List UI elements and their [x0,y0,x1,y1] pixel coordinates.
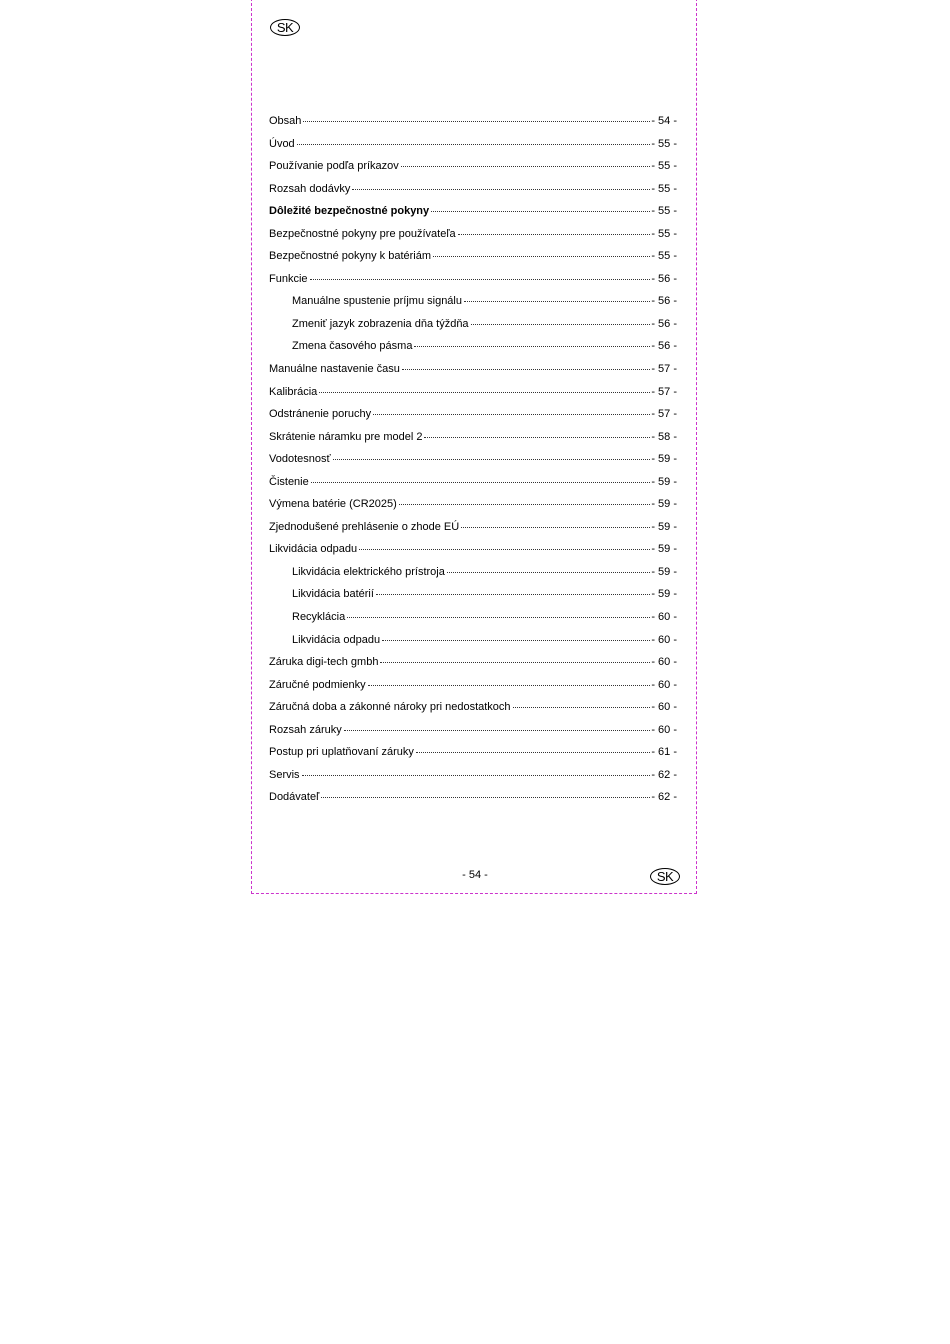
toc-dot-leader [382,640,650,641]
toc-entry-label: Záručná doba a zákonné nároky pri nedostatkoch [269,701,511,714]
toc-entry-label: Kalibrácia [269,385,318,398]
toc-entry-page: - 55 - [651,227,677,240]
toc-entry-page: - 60 - [651,678,677,691]
page-number: - 54 - [462,869,488,881]
toc-dot-leader [311,482,651,483]
toc-entry-label: Obsah [269,115,302,127]
toc-entry[interactable] [269,138,677,161]
toc-entry-label: Odstránenie poruchy [269,408,372,421]
toc-entry-label: Dodávateľ [269,791,320,804]
toc-dot-leader [373,414,650,415]
toc-entry-page: - 56 - [651,295,677,308]
toc-entry-label: Likvidácia elektrického prístroja [292,565,445,578]
toc-entry-label: Dôležité bezpečnostné pokyny [269,205,430,218]
toc-entry[interactable] [269,431,677,454]
toc-entry-page: - 57 - [651,408,677,421]
toc-entry-label: Zjednodušené prehlásenie o zhode EÚ [269,520,460,533]
toc-dot-leader [297,144,651,145]
toc-entry-page: - 55 - [651,137,677,150]
toc-dot-leader [352,189,650,190]
toc-entry-page: - 60 - [651,723,677,736]
toc-entry[interactable] [269,228,677,251]
toc-entry-label: Recyklácia [292,611,346,624]
toc-dot-leader [380,662,650,663]
toc-entry-page: - 55 - [651,205,677,218]
toc-entry[interactable] [269,408,677,431]
toc-dot-leader [399,504,651,505]
toc-dot-leader [333,459,651,460]
toc-dot-leader [416,752,650,753]
toc-entry-page: - 56 - [651,340,677,353]
toc-dot-leader [359,549,650,550]
table-of-contents [269,115,677,814]
toc-entry[interactable] [269,634,677,657]
toc-entry[interactable] [269,498,677,521]
toc-entry-label: Postup pri uplatňovaní záruky [269,746,414,759]
toc-entry[interactable] [269,769,677,792]
toc-entry-page: - 57 - [651,385,677,398]
toc-entry-label: Manuálne nastavenie času [269,363,400,376]
toc-entry-label: Zmena časového pásma [292,340,413,353]
toc-entry-label: Zmeniť jazyk zobrazenia dňa týždňa [292,317,469,330]
toc-entry-label: Výmena batérie (CR2025) [269,498,397,511]
toc-dot-leader [401,166,651,167]
toc-entry[interactable] [269,250,677,273]
toc-entry-label: Čistenie [269,475,309,488]
toc-entry-label: Manuálne spustenie príjmu signálu [292,295,462,308]
toc-entry[interactable] [269,521,677,544]
toc-entry-page: - 59 - [651,498,677,511]
toc-entry-label: Bezpečnostné pokyny k batériám [269,250,432,263]
toc-entry-page: - 59 - [651,588,677,601]
toc-entry[interactable] [269,656,677,679]
toc-entry-page: - 59 - [651,565,677,578]
toc-entry[interactable] [269,318,677,341]
toc-dot-leader [402,369,650,370]
toc-entry-page: - 60 - [651,656,677,669]
toc-entry[interactable] [269,205,677,228]
toc-entry-page: - 60 - [651,701,677,714]
toc-dot-leader [447,572,650,573]
toc-entry[interactable] [269,295,677,318]
toc-dot-leader [321,797,650,798]
toc-dot-leader [433,256,650,257]
toc-entry-label: Likvidácia odpadu [292,633,381,646]
toc-dot-leader [344,730,651,731]
toc-entry-page: - 59 - [651,543,677,556]
toc-dot-leader [513,707,651,708]
toc-entry[interactable] [269,115,677,138]
toc-entry[interactable] [269,160,677,183]
toc-dot-leader [431,211,650,212]
toc-entry-label: Používanie podľa príkazov [269,160,399,173]
toc-entry-page: - 55 - [651,160,677,173]
toc-entry-label: Skrátenie náramku pre model 2 [269,430,423,443]
toc-entry-page: - 62 - [651,768,677,781]
toc-entry-label: Rozsah dodávky [269,182,351,195]
toc-entry-page: - 60 - [651,633,677,646]
toc-entry-label: Bezpečnostné pokyny pre používateľa [269,227,456,240]
toc-entry-page: - 59 - [651,453,677,466]
toc-entry[interactable] [269,679,677,702]
toc-entry-label: Záručné podmienky [269,678,366,691]
toc-entry-page: - 59 - [651,475,677,488]
language-badge-header: SK [270,19,300,36]
toc-dot-leader [368,685,651,686]
toc-entry-page: - 56 - [651,317,677,330]
toc-entry-page: - 62 - [651,791,677,804]
toc-dot-leader [464,301,650,302]
toc-dot-leader [319,392,650,393]
toc-entry-label: Funkcie [269,272,308,285]
toc-entry[interactable] [269,611,677,634]
toc-entry-page: - 55 - [651,250,677,263]
toc-entry-page: - 58 - [651,430,677,443]
toc-dot-leader [303,121,650,122]
toc-entry[interactable] [269,588,677,611]
toc-entry[interactable] [269,566,677,589]
toc-dot-leader [471,324,651,325]
toc-entry[interactable] [269,386,677,409]
toc-entry-label: Servis [269,768,300,781]
toc-entry-page: - 59 - [651,520,677,533]
toc-entry-page: - 54 - [651,115,677,127]
toc-dot-leader [424,437,650,438]
toc-entry[interactable] [269,476,677,499]
toc-entry[interactable] [269,701,677,724]
toc-dot-leader [414,346,650,347]
toc-dot-leader [310,279,651,280]
toc-entry-page: - 57 - [651,363,677,376]
toc-entry-label: Záruka digi-tech gmbh [269,656,379,669]
toc-entry[interactable] [269,746,677,769]
toc-entry-label: Úvod [269,137,295,150]
toc-entry-label: Likvidácia batérií [292,588,374,601]
toc-entry[interactable] [269,340,677,363]
toc-entry-label: Likvidácia odpadu [269,543,358,556]
toc-entry-label: Vodotesnosť [269,453,331,466]
toc-entry[interactable] [269,183,677,206]
toc-entry-page: - 56 - [651,272,677,285]
toc-dot-leader [347,617,650,618]
toc-entry[interactable] [269,543,677,566]
toc-entry-page: - 60 - [651,611,677,624]
toc-entry[interactable] [269,363,677,386]
toc-entry[interactable] [269,724,677,747]
toc-dot-leader [461,527,650,528]
toc-entry-label: Rozsah záruky [269,723,342,736]
toc-entry[interactable] [269,791,677,814]
toc-dot-leader [458,234,651,235]
language-badge-footer: SK [650,868,680,885]
toc-entry[interactable] [269,273,677,296]
toc-dot-leader [376,594,650,595]
toc-entry[interactable] [269,453,677,476]
toc-entry-page: - 55 - [651,182,677,195]
toc-dot-leader [302,775,651,776]
toc-entry-page: - 61 - [651,746,677,759]
